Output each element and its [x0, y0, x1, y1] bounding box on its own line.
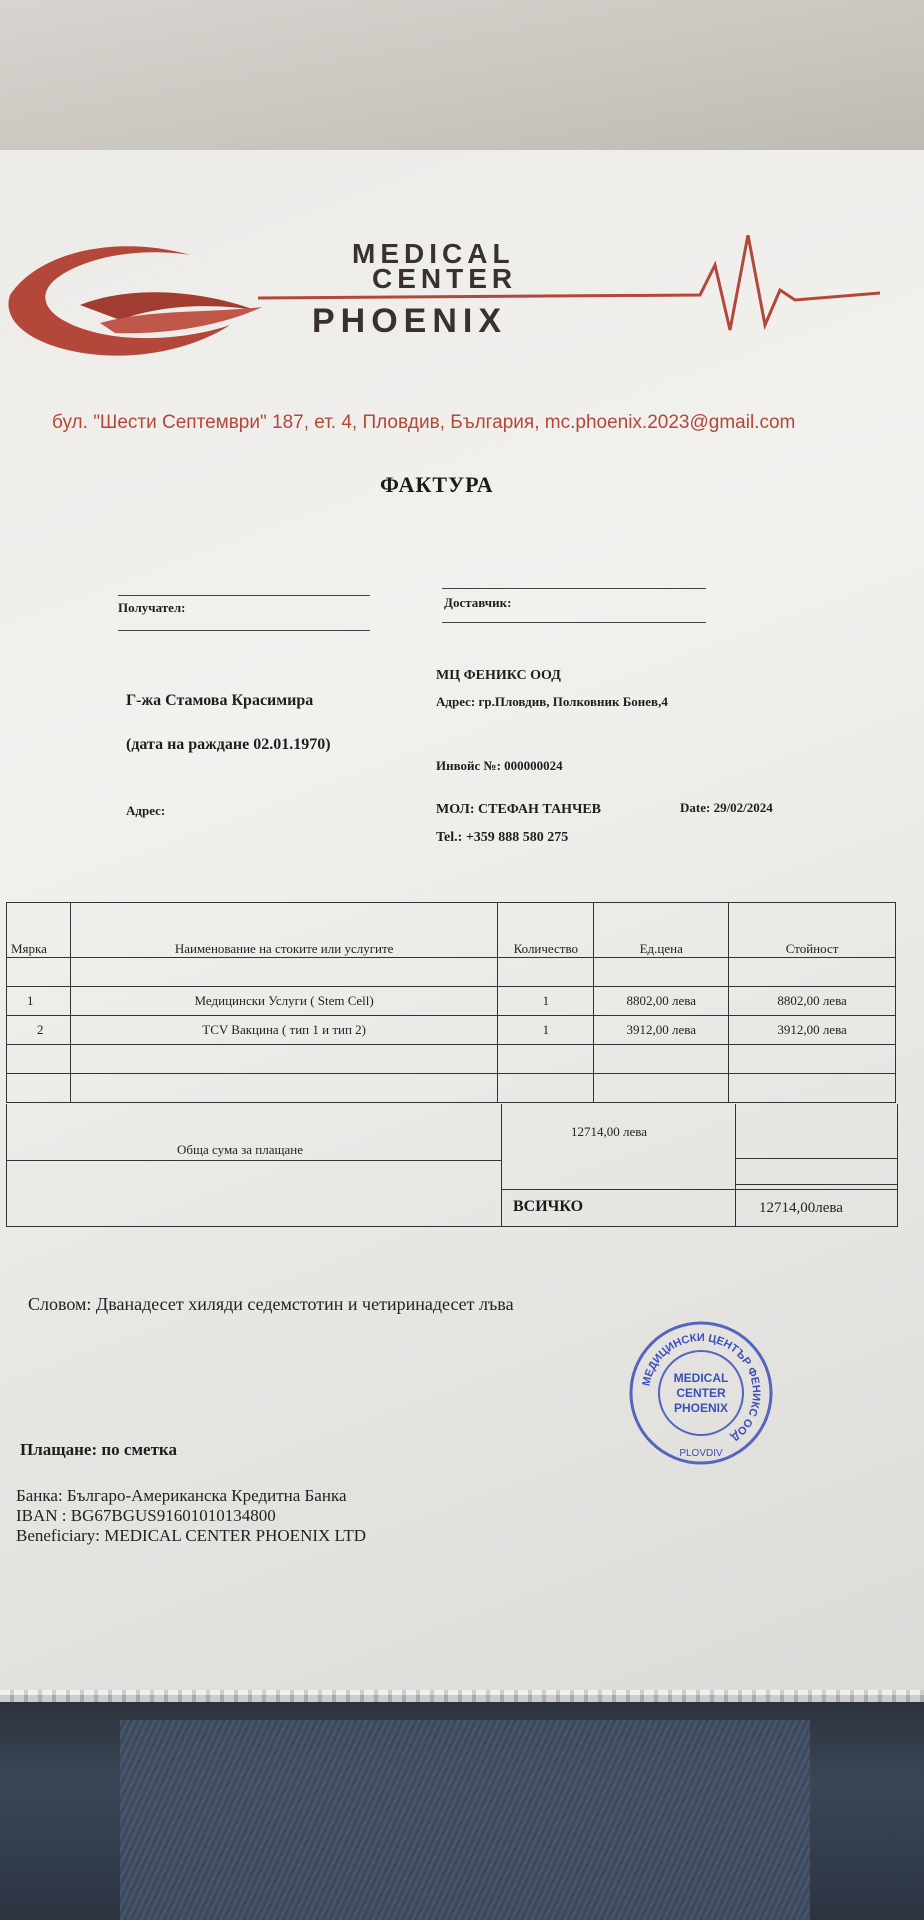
recipient-address-label: Адрес:: [126, 803, 166, 818]
row-number: 2: [7, 1016, 71, 1045]
supplier-line-top: [442, 588, 706, 589]
header-unit: Мярка: [7, 903, 71, 958]
stamp-city: PLOVDIV: [679, 1448, 723, 1459]
bank-name: Банка: Българо-Американска Кредитна Банка: [16, 1486, 347, 1505]
total-label: Обща сума за плащане: [177, 1142, 303, 1157]
background-surface: [0, 0, 924, 170]
row-quantity: 1: [498, 987, 594, 1016]
company-address: бул. "Шести Септември" 187, ет. 4, Пловдив, България, mc.phoenix.2023@gmail.com: [52, 412, 796, 433]
supplier-line-bottom: [442, 622, 706, 623]
grand-total-amount: 12714,00лева: [759, 1200, 843, 1216]
table-row-spacer: [7, 958, 896, 987]
recipient-birth-date: (дата на раждане 02.01.1970): [126, 736, 331, 753]
company-stamp: [628, 1320, 774, 1466]
stamp-center-line2: CENTER: [676, 1386, 726, 1400]
logo-text-center: CENTER: [372, 263, 518, 294]
row-unit-price: 8802,00 лева: [594, 987, 729, 1016]
row-item-name: Медицински Услуги ( Stem Cell): [70, 987, 497, 1016]
row-value: 8802,00 лева: [729, 987, 896, 1016]
table-row-empty: [7, 1074, 896, 1103]
totals-divider: [7, 1160, 501, 1161]
supplier-label: Доставчик:: [444, 595, 512, 610]
bank-beneficiary: Beneficiary: MEDICAL CENTER PHOENIX LTD: [16, 1526, 367, 1545]
stamp-ring-text: МЕДИЦИНСКИ ЦЕНТЪР ФЕНИКС ООД: [640, 1331, 763, 1444]
totals-hline-all: [501, 1189, 897, 1190]
supplier-company: МЦ ФЕНИКС ООД: [436, 668, 561, 683]
row-unit-price: 3912,00 лева: [594, 1016, 729, 1045]
table-row: [7, 987, 896, 1016]
bank-details: [16, 1486, 366, 1546]
invoice-number: Инвойс №: 000000024: [436, 758, 563, 773]
recipient-label: Получател:: [118, 600, 186, 615]
recipient-name: Г-жа Стамова Красимира: [126, 692, 314, 709]
totals-hline-right: [735, 1158, 897, 1159]
logo-text-phoenix: PHOENIX: [312, 302, 508, 340]
amount-in-words: Словом: Дванадесет хиляди седемстотин и четиринадесет лъва: [28, 1294, 514, 1314]
totals-block: [6, 1104, 898, 1227]
recipient-line-bottom: [118, 630, 370, 631]
table-header-row: [7, 903, 896, 958]
header-quantity: Количество: [498, 903, 594, 958]
logo-text-medical: MEDICAL: [352, 238, 515, 269]
supplier-phone: Tel.: +359 888 580 275: [436, 830, 569, 845]
bank-iban: IBAN : BG67BGUS91601010134800: [16, 1506, 276, 1525]
row-number: 1: [7, 987, 71, 1016]
payment-method: Плащане: по сметка: [20, 1440, 177, 1459]
total-amount: 12714,00 лева: [571, 1124, 647, 1139]
stamp-center-line1: MEDICAL: [673, 1371, 729, 1385]
supplier-mol: МОЛ: СТЕФАН ТАНЧЕВ: [436, 802, 602, 817]
table-row-empty: [7, 1045, 896, 1074]
header-value: Стойност: [729, 903, 896, 958]
totals-vline-right: [735, 1104, 736, 1226]
row-quantity: 1: [498, 1016, 594, 1045]
supplier-address: Адрес: гр.Пловдив, Полковник Бонев,4: [436, 694, 668, 709]
grand-total-label: ВСИЧКО: [513, 1198, 584, 1215]
sheet-edge: [0, 1690, 924, 1702]
recipient-line-top: [118, 595, 370, 596]
row-value: 3912,00 лева: [729, 1016, 896, 1045]
header-unit-price: Ед.цена: [594, 903, 729, 958]
stamp-center-line3: PHOENIX: [673, 1401, 729, 1415]
header-name: Наименование на стоките или услугите: [70, 903, 497, 958]
table-row: [7, 1016, 896, 1045]
invoice-date: Date: 29/02/2024: [680, 800, 773, 815]
items-table: [6, 902, 896, 1103]
totals-vline: [501, 1104, 502, 1226]
totals-hline-right2: [735, 1184, 897, 1185]
background-jeans: [120, 1720, 810, 1920]
document-title: ФАКТУРА: [380, 472, 494, 497]
row-item-name: TCV Вакцина ( тип 1 и тип 2): [70, 1016, 497, 1045]
